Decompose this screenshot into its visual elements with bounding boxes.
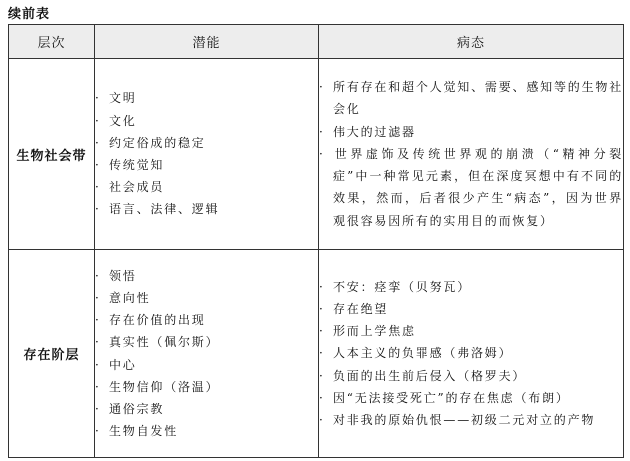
bullet-icon: · (95, 113, 101, 128)
bullet-icon: · (95, 180, 101, 195)
pathology-text: 所有存在和超个人觉知、需要、感知等的生物社会化 (333, 80, 623, 117)
bullet-icon: · (319, 146, 325, 161)
bullet-icon: · (319, 124, 325, 139)
list-item (95, 331, 318, 353)
bullet-icon: · (95, 91, 101, 106)
bullet-icon: · (95, 290, 101, 305)
potential-cell (95, 250, 319, 458)
bullet-icon: · (319, 324, 325, 339)
bullet-icon: · (95, 268, 101, 283)
potential-text: 真实性（佩尔斯） (109, 335, 220, 350)
pathology-text: 存在绝望 (333, 301, 389, 316)
level-cell: 存在阶层 (9, 250, 95, 458)
list-item (95, 309, 318, 331)
bullet-icon: · (95, 202, 101, 217)
bullet-icon: · (95, 158, 101, 172)
header-level: 层次 (9, 25, 95, 59)
potential-text: 语言、法律、逻辑 (109, 202, 220, 217)
bullet-icon: · (319, 279, 325, 294)
list-item (95, 287, 318, 309)
potential-text: 生物信仰（洛温） (109, 379, 220, 394)
bullet-icon: · (319, 301, 325, 316)
list-item (95, 398, 318, 420)
header-potential: 潜能 (95, 25, 319, 59)
list-item (319, 76, 623, 120)
table-row (9, 250, 624, 458)
list-item (319, 320, 623, 342)
list-item (95, 420, 318, 442)
list-item (95, 154, 318, 176)
bullet-icon: · (95, 357, 101, 372)
pathology-cell (319, 59, 624, 250)
level-cell: 生物社会带 (9, 59, 95, 250)
potential-text: 文化 (109, 113, 137, 128)
pathology-cell (319, 250, 624, 458)
potential-text: 社会成员 (109, 180, 165, 195)
list-item (95, 265, 318, 287)
list-item (319, 365, 623, 387)
potential-list (95, 265, 318, 443)
bullet-icon: · (319, 346, 325, 361)
pathology-text: 不安：痉挛（贝努瓦） (333, 279, 472, 294)
bullet-icon: · (319, 413, 325, 427)
pathology-text: 人本主义的负罪感（弗洛姆） (333, 346, 513, 361)
list-item (95, 354, 318, 376)
potential-cell (95, 59, 319, 250)
pathology-text: 世界虚饰及传统世界观的崩溃（“精神分裂症”中一种常见元素，但在深度冥想中有不同的效果，然而，后者很少产生“病态”，因为世界观很容易因所有的实用目的而恢复） (333, 146, 623, 228)
bullet-icon: · (95, 379, 101, 394)
table-row (9, 59, 624, 250)
list-item (95, 198, 318, 220)
potential-text: 领悟 (109, 268, 137, 283)
pathology-list (319, 76, 623, 231)
pathology-text: 对非我的原始仇恨——初级二元对立的产物 (333, 413, 596, 427)
pathology-text: 形而上学焦虑 (333, 324, 416, 339)
bullet-icon: · (95, 335, 101, 350)
potential-list (95, 87, 318, 220)
list-item (319, 387, 623, 409)
potential-text: 中心 (109, 357, 137, 372)
pathology-list (319, 276, 623, 431)
list-item (95, 176, 318, 198)
bullet-icon: · (95, 135, 101, 150)
list-item (319, 276, 623, 298)
table-caption: 续前表 (8, 7, 51, 22)
table-header-row (9, 25, 624, 59)
bullet-icon: · (319, 368, 325, 383)
list-item (95, 110, 318, 132)
levels-table (8, 24, 624, 458)
bullet-icon: · (319, 80, 325, 95)
list-item (319, 143, 623, 232)
bullet-icon: · (95, 401, 101, 416)
list-item (95, 376, 318, 398)
list-item (95, 87, 318, 109)
header-pathology: 病态 (319, 25, 624, 59)
bullet-icon: · (319, 390, 325, 405)
list-item (319, 298, 623, 320)
pathology-text: 伟大的过滤器 (333, 124, 416, 139)
list-item (95, 132, 318, 154)
bullet-icon: · (95, 313, 101, 328)
potential-text: 生物自发性 (109, 424, 179, 439)
bullet-icon: · (95, 424, 101, 439)
list-item (319, 409, 623, 431)
potential-text: 存在价值的出现 (109, 313, 206, 328)
potential-text: 通俗宗教 (109, 401, 165, 416)
potential-text: 传统觉知 (109, 158, 165, 172)
pathology-text: 负面的出生前后侵入（格罗夫） (333, 368, 527, 383)
list-item (319, 342, 623, 364)
pathology-text: 因“无法接受死亡”的存在焦虑（布朗） (333, 390, 570, 405)
list-item (319, 121, 623, 143)
potential-text: 意向性 (109, 290, 151, 305)
potential-text: 文明 (109, 91, 137, 106)
potential-text: 约定俗成的稳定 (109, 135, 206, 150)
